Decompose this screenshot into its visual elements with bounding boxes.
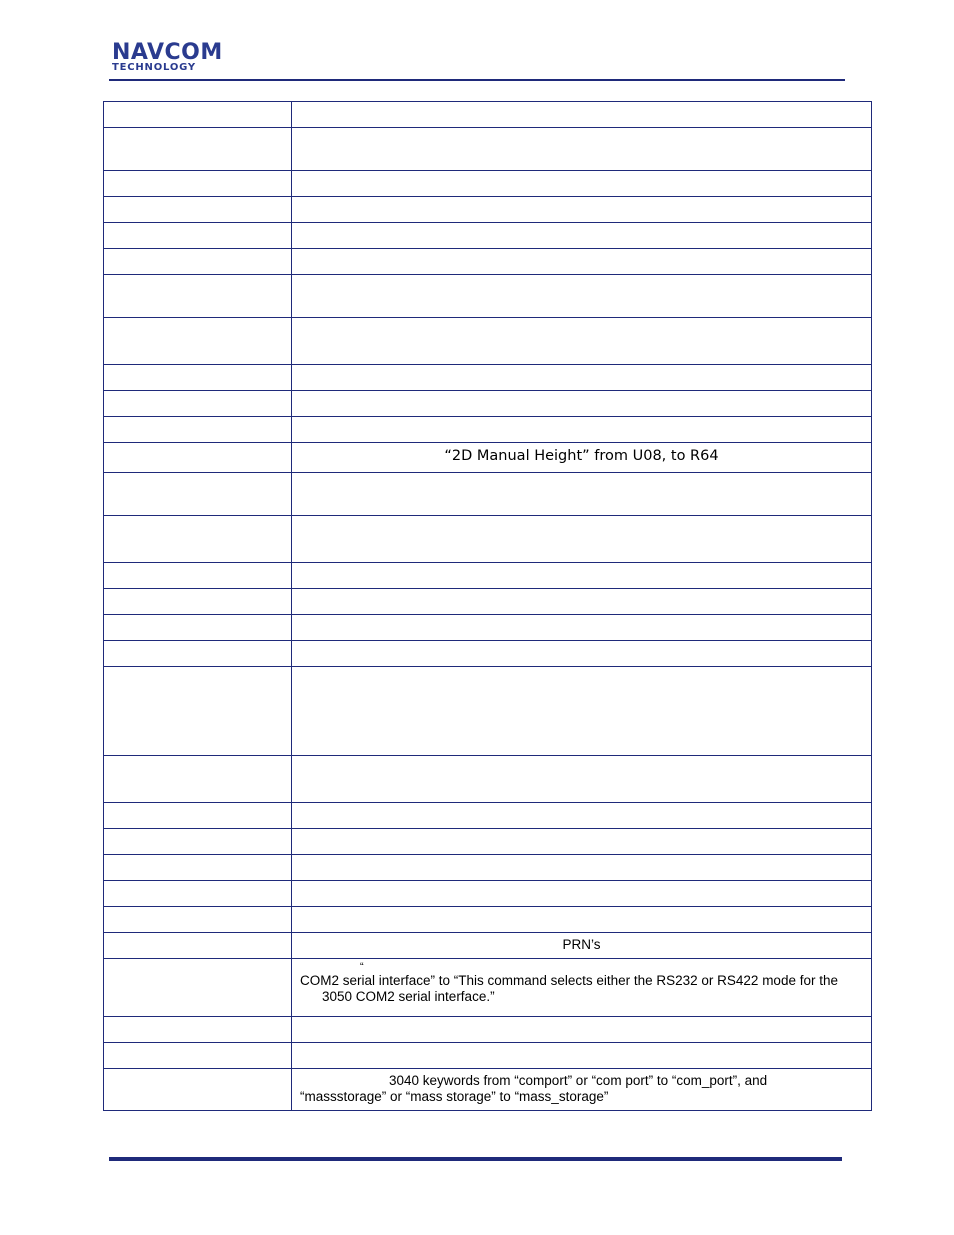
header-rule: [109, 79, 845, 81]
table-row: [104, 443, 872, 473]
table-cell: [104, 223, 292, 249]
table-row: [104, 829, 872, 855]
table-cell: [292, 589, 872, 615]
table-cell: [104, 907, 292, 933]
table-cell: [292, 473, 872, 516]
table-cell: [104, 803, 292, 829]
table-cell: [104, 443, 292, 473]
table-cell: [292, 756, 872, 803]
table-cell: [104, 249, 292, 275]
table-row: [104, 365, 872, 391]
revision-description: “2D Manual Height” from U08, to R64: [444, 448, 719, 464]
footer-rule: [109, 1157, 842, 1161]
table-row: [104, 907, 872, 933]
table-cell: [104, 1017, 292, 1043]
table-cell: [104, 197, 292, 223]
table-row: [104, 803, 872, 829]
table-row: [104, 417, 872, 443]
table-cell: [292, 615, 872, 641]
table-row: [104, 1017, 872, 1043]
table-cell: [104, 881, 292, 907]
table-cell: [292, 102, 872, 128]
table-cell: [292, 223, 872, 249]
table-row: [104, 171, 872, 197]
table-row: [104, 318, 872, 365]
table-row: [104, 667, 872, 756]
table-cell: [292, 275, 872, 318]
logo-subtitle: TECHNOLOGY: [112, 62, 196, 73]
revision-description: [292, 959, 871, 1005]
table-cell: [292, 171, 872, 197]
table-cell: [104, 933, 292, 959]
open-quote: “: [360, 961, 364, 973]
description-line: COM2 serial interface” to “This command selects either the RS232 or RS422 mode for the: [300, 973, 838, 988]
table-cell: [104, 275, 292, 318]
table-cell: [104, 855, 292, 881]
table-cell: [292, 855, 872, 881]
table-cell: [292, 249, 872, 275]
table-row: [104, 756, 872, 803]
table-row: [104, 1043, 872, 1069]
table-row: [104, 589, 872, 615]
description-line: 3050 COM2 serial interface.”: [322, 989, 495, 1004]
table-row: [104, 249, 872, 275]
table-cell: [292, 881, 872, 907]
table-row: [104, 473, 872, 516]
table-row: [104, 855, 872, 881]
table-cell: [104, 391, 292, 417]
table-row: [104, 102, 872, 128]
table-row: [104, 563, 872, 589]
table-cell: [104, 318, 292, 365]
revision-description: PRN’s: [562, 937, 601, 952]
table-cell: [104, 563, 292, 589]
table-row: [104, 1069, 872, 1111]
table-cell: [104, 171, 292, 197]
table-cell: [292, 443, 872, 473]
table-cell: [292, 417, 872, 443]
table-cell: [104, 959, 292, 1017]
table-cell: [104, 829, 292, 855]
table-cell: [292, 907, 872, 933]
table-cell: [104, 756, 292, 803]
table-row: [104, 128, 872, 171]
table-cell: [292, 516, 872, 563]
table-cell: [104, 1069, 292, 1111]
table-row: [104, 615, 872, 641]
table-cell: [292, 1017, 872, 1043]
table-cell: [292, 667, 872, 756]
table-cell: [292, 128, 872, 171]
table-row: [104, 959, 872, 1017]
table-cell: [104, 128, 292, 171]
table-cell: [292, 365, 872, 391]
table-cell: [104, 1043, 292, 1069]
navcom-logo: [112, 40, 236, 73]
table-row: [104, 275, 872, 318]
description-line: 3040 keywords from “comport” or “com port” to “com_port”, and: [389, 1073, 768, 1088]
table-cell: [292, 933, 872, 959]
table-cell: [292, 1043, 872, 1069]
table-row: [104, 223, 872, 249]
table-cell: [292, 197, 872, 223]
table-cell: [292, 959, 872, 1017]
table-row: [104, 933, 872, 959]
logo-wordmark: NAVCOM: [112, 40, 223, 65]
table-cell: [292, 563, 872, 589]
table-cell: [292, 803, 872, 829]
table-cell: [292, 829, 872, 855]
table-row: [104, 881, 872, 907]
table-cell: [292, 1069, 872, 1111]
table-cell: [104, 102, 292, 128]
description-line: “massstorage” or “mass storage” to “mass_storage”: [300, 1089, 609, 1104]
table-row: [104, 197, 872, 223]
table-cell: [292, 391, 872, 417]
table-cell: [104, 516, 292, 563]
table-cell: [104, 473, 292, 516]
table-cell: [104, 417, 292, 443]
table-row: [104, 641, 872, 667]
table-cell: [104, 667, 292, 756]
table-cell: [292, 318, 872, 365]
table-cell: [292, 641, 872, 667]
table-cell: [104, 365, 292, 391]
revision-description: [292, 1069, 871, 1105]
table-cell: [104, 641, 292, 667]
revision-table: [103, 101, 872, 1111]
table-cell: [104, 589, 292, 615]
table-row: [104, 391, 872, 417]
table-row: [104, 516, 872, 563]
table-cell: [104, 615, 292, 641]
